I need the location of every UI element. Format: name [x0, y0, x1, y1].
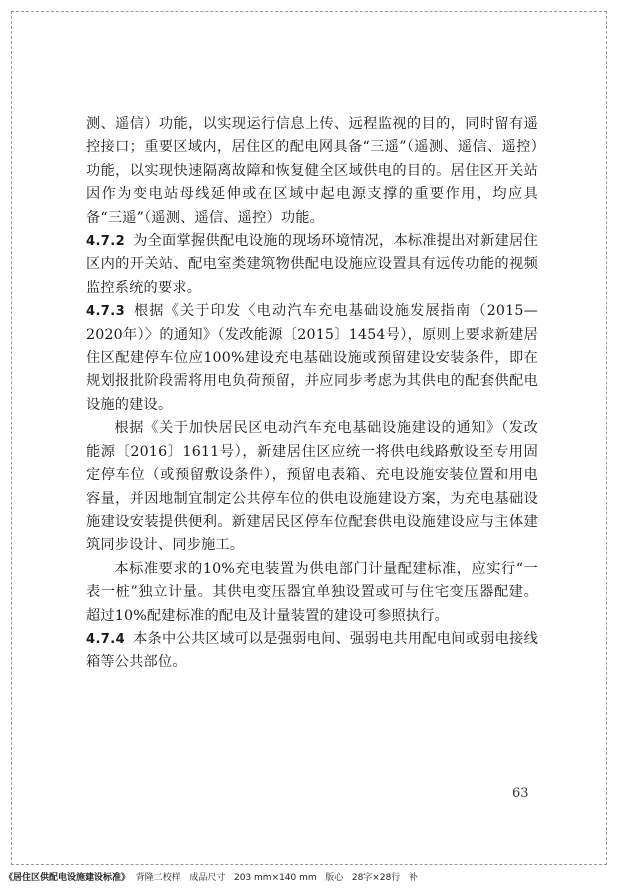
- paragraph-text: 本标准要求的10%充电装置为供电部门计量配建标准，应实行“一表一桩”独立计量。其供电变压器宜单独设置或可与住宅变压器配建。超过10%配建标准的配电及计量装置的建设可参照执行。: [86, 560, 538, 624]
- footer-proof-label: 背隆二校样: [135, 873, 181, 883]
- clause-number: 4.7.2: [86, 234, 126, 250]
- footer-book-title: 《居住区供配电设施建设标准》: [4, 873, 131, 883]
- paragraph-text: 本条中公共区域可以是强弱电间、强弱电共用配电间或弱电接线箱等公共部位。: [86, 630, 538, 671]
- paragraph-continuation: [86, 113, 538, 230]
- footer-size-label: 成品尺寸: [189, 873, 226, 883]
- clause-number: 4.7.3: [86, 304, 126, 320]
- page-body: [86, 113, 538, 675]
- clause-4-7-2: [86, 230, 538, 300]
- paragraph-text: 为全面掌握供配电设施的现场环境情况，本标准提出对新建居住区内的开关站、配电室类建筑物供配电设施应设置具有远传功能的视频监控系统的要求。: [86, 233, 538, 296]
- clause-4-7-3: [86, 300, 538, 417]
- clause-4-7-4: [86, 628, 538, 675]
- print-footer: [4, 872, 616, 884]
- paragraph-text: 测、遥信）功能，以实现运行信息上传、远程监视的目的，同时留有遥控接口；重要区域内，居住区的配电网具备“三遥”（遥测、遥信、遥控）功能，以实现快速隔离故障和恢复健全区域供电的目的。居住区开关站因作为变电站母线延伸或在区域中起电源支撑的重要作用，均应具备“三遥”（遥测、遥信、遥控）功能。: [86, 116, 538, 226]
- footer-size-value: 203 mm×140 mm: [233, 873, 317, 883]
- footer-core-label: 版心: [325, 873, 344, 883]
- paragraph-metering: [86, 558, 538, 628]
- footer-core-value: 28字×28行: [351, 873, 401, 883]
- page-number: 63: [512, 786, 529, 801]
- paragraph-charging-notice: [86, 417, 538, 557]
- paragraph-text: 根据《关于印发〈电动汽车充电基础设施发展指南（2015—2020年）〉的通知》（发改能源〔2015〕1454号），原则上要求新建居住区配建停车位应100%建设充电基础设施或预留建设安装条件，即在规划报批阶段需将用电负荷预留，并应同步考虑为其供电的配套供配电设施的建设。: [86, 303, 538, 413]
- paragraph-text: 根据《关于加快居民区电动汽车充电基础设施建设的通知》（发改能源〔2016〕1611号），新建居住区应统一将供电线路敷设至专用固定停车位（或预留敷设条件），预留电表箱、充电设施安装位置和用电容量，并因地制宜制定公共停车位的供电设施建设方案，为充电基础设施建设安装提供便利。新建居民区停车位配套供电设施建设应与主体建筑同步设计、同步施工。: [86, 420, 538, 554]
- footer-suffix: 补: [408, 873, 418, 883]
- clause-number: 4.7.4: [86, 631, 126, 647]
